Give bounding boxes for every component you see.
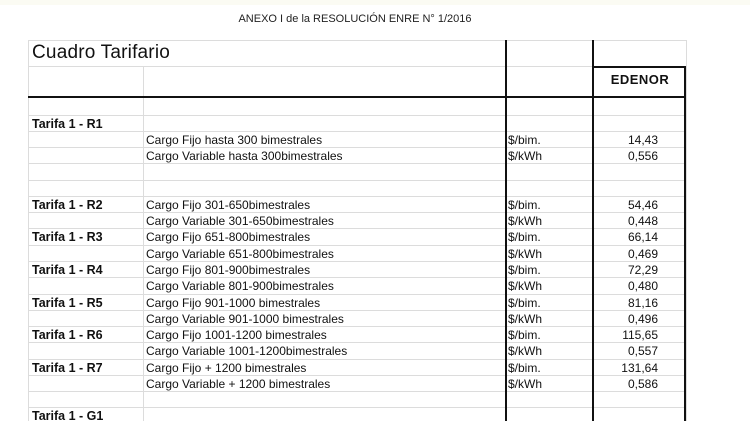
value-cell: 115,65 xyxy=(622,328,658,342)
unit-cell: $/kWh xyxy=(508,214,543,228)
charge-description: Cargo Fijo 301-650bimestrales xyxy=(146,198,311,212)
value-cell: 72,29 xyxy=(627,263,658,277)
charge-description: Cargo Variable 801-900bimestrales xyxy=(146,279,334,293)
annex-heading: ANEXO I de la RESOLUCIÓN ENRE N° 1/2016 xyxy=(238,13,472,25)
charge-description: Cargo Variable hasta 300bimestrales xyxy=(146,149,343,163)
grid-line xyxy=(28,261,686,262)
grid-line xyxy=(28,131,686,132)
charge-description: Cargo Fijo 1001-1200 bimestrales xyxy=(146,328,327,342)
value-cell: 0,448 xyxy=(627,214,658,228)
tarifa-label: Tarifa 1 - R1 xyxy=(32,117,103,131)
grid-column-line xyxy=(143,66,144,421)
charge-description: Cargo Fijo hasta 300 bimestrales xyxy=(146,133,323,147)
value-cell: 0,586 xyxy=(627,377,658,391)
tarifa-label: Tarifa 1 - R7 xyxy=(32,361,103,375)
unit-cell: $/bim. xyxy=(508,263,541,277)
value-cell: 0,557 xyxy=(627,344,658,358)
grid-line xyxy=(28,310,686,311)
grid-line xyxy=(28,375,686,376)
grid-line xyxy=(28,326,686,327)
grid-line xyxy=(28,196,686,197)
grid-line xyxy=(28,147,686,148)
grid-line xyxy=(28,228,686,229)
grid-line xyxy=(28,391,686,392)
value-column-right-border xyxy=(684,66,686,421)
charge-description: Cargo Fijo 901-1000 bimestrales xyxy=(146,296,321,310)
tarifa-label: Tarifa 1 - R3 xyxy=(32,230,103,244)
grid-line xyxy=(28,342,686,343)
company-header-top-border xyxy=(592,66,686,68)
grid-line xyxy=(28,115,686,116)
value-cell: 0,556 xyxy=(627,149,658,163)
charge-description: Cargo Variable 1001-1200bimestrales xyxy=(146,344,348,358)
unit-cell: $/bim. xyxy=(508,296,541,310)
unit-cell: $/bim. xyxy=(508,133,541,147)
value-cell: 66,14 xyxy=(627,230,658,244)
value-cell: 131,64 xyxy=(621,361,658,375)
tarifa-label: Tarifa 1 - R4 xyxy=(32,263,103,277)
table-title: Cuadro Tarifario xyxy=(32,42,171,63)
unit-cell: $/kWh xyxy=(508,279,543,293)
grid-line xyxy=(28,40,686,41)
charge-description: Cargo Variable 301-650bimestrales xyxy=(146,214,334,228)
grid-line xyxy=(28,180,686,181)
charge-description: Cargo Variable 901-1000 bimestrales xyxy=(146,312,344,326)
value-cell: 54,46 xyxy=(627,198,658,212)
unit-cell: $/kWh xyxy=(508,312,543,326)
unit-cell: $/kWh xyxy=(508,377,543,391)
unit-column-border xyxy=(505,40,507,421)
value-cell: 0,496 xyxy=(627,312,658,326)
grid-line xyxy=(28,66,686,67)
value-cell: 81,16 xyxy=(627,296,658,310)
unit-cell: $/bim. xyxy=(508,361,541,375)
grid-line xyxy=(28,407,686,408)
unit-cell: $/bim. xyxy=(508,328,541,342)
header-bottom-border xyxy=(28,96,686,98)
unit-cell: $/kWh xyxy=(508,149,543,163)
grid-line xyxy=(28,359,686,360)
grid-line xyxy=(28,212,686,213)
grid-column-line xyxy=(686,40,687,421)
tarifa-label: Tarifa 1 - R5 xyxy=(32,296,103,310)
charge-description: Cargo Fijo + 1200 bimestrales xyxy=(146,361,307,375)
value-cell: 0,480 xyxy=(627,279,658,293)
unit-cell: $/kWh xyxy=(508,247,543,261)
grid-line xyxy=(28,245,686,246)
charge-description: Cargo Fijo 801-900bimestrales xyxy=(146,263,311,277)
company-header: EDENOR xyxy=(610,72,670,87)
tarifa-label: Tarifa 1 - G1 xyxy=(32,409,104,423)
value-cell: 14,43 xyxy=(627,133,658,147)
unit-cell: $/bim. xyxy=(508,230,541,244)
charge-description: Cargo Fijo 651-800bimestrales xyxy=(146,230,311,244)
tarifa-label: Tarifa 1 - R6 xyxy=(32,328,103,342)
charge-description: Cargo Variable 651-800bimestrales xyxy=(146,247,334,261)
grid-line xyxy=(28,294,686,295)
grid-line xyxy=(28,163,686,164)
value-cell: 0,469 xyxy=(627,247,658,261)
value-column-border xyxy=(592,40,594,421)
unit-cell: $/bim. xyxy=(508,198,541,212)
grid-line xyxy=(28,277,686,278)
charge-description: Cargo Variable + 1200 bimestrales xyxy=(146,377,331,391)
unit-cell: $/kWh xyxy=(508,344,543,358)
tarifa-label: Tarifa 1 - R2 xyxy=(32,198,103,212)
